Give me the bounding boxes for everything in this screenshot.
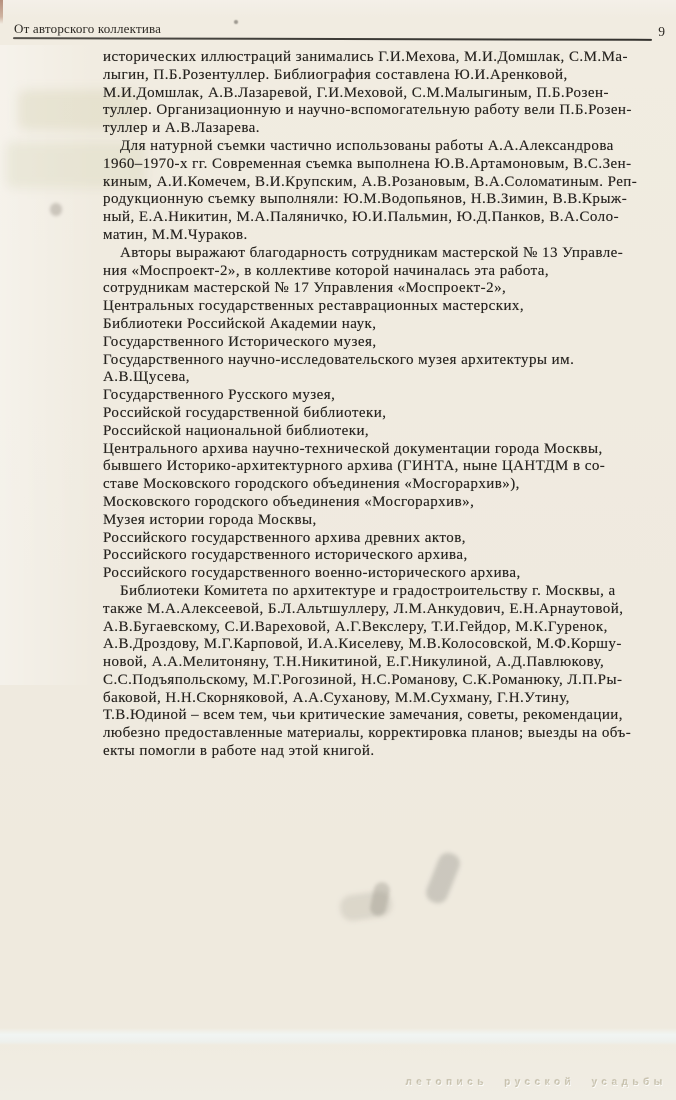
text-line: Центрального архива научно-технической документации города Москвы, <box>103 440 603 457</box>
text-line: Т.В.Юдиной – всем тем, чьи критические замечания, советы, рекомендации, <box>103 707 623 724</box>
text-line: А.В.Дроздову, М.Г.Карповой, И.А.Киселеву, М.В.Колосовской, М.Ф.Коршу- <box>103 636 622 653</box>
text-line: Музея истории города Москвы, <box>103 511 317 528</box>
body-text <box>103 49 663 761</box>
paper-shading-left <box>0 45 96 685</box>
text-line: А.В.Бугаевскому, С.И.Вареховой, А.Г.Векслеру, Т.И.Гейдор, М.К.Гуренок, <box>103 618 608 635</box>
paper-smudge <box>423 850 463 906</box>
text-line: Государственного Русского музея, <box>103 387 336 404</box>
text-line: С.С.Подъяпольскому, М.Г.Рогозиной, Н.С.Романову, С.К.Романюку, Л.П.Ры- <box>103 671 623 688</box>
paper-shading-top <box>0 0 676 18</box>
text-line: ставе Московского городского объединения «Мосгорархив»), <box>103 476 520 493</box>
paper-speck <box>234 20 238 24</box>
header-rule <box>13 37 652 41</box>
scan-edge-artifact <box>0 0 3 24</box>
text-line: туллер и А.В.Лазарева. <box>103 120 260 137</box>
text-line: туллер. Организационную и научно-вспомогательную работу вели П.Б.Розен- <box>103 102 632 119</box>
text-line: 1960–1970-х гг. Современная съемка выполнена Ю.В.Артамоновым, В.С.Зен- <box>103 155 632 172</box>
text-line: Авторы выражают благодарность сотрудникам мастерской № 13 Управле- <box>120 244 624 261</box>
text-line: Московского городского объединения «Мосгорархив», <box>103 493 475 510</box>
scan-light-band <box>0 1028 676 1045</box>
text-line: М.И.Домшлак, А.В.Лазаревой, Г.И.Меховой, С.М.Малыгиным, П.Б.Розен- <box>103 84 609 101</box>
page-number: 9 <box>658 24 665 39</box>
text-line: лыгин, П.Б.Розентуллер. Библиография составлена Ю.И.Аренковой, <box>103 66 568 83</box>
text-line: екты помогли в работе над этой книгой. <box>103 743 375 760</box>
text-line: сотрудникам мастерской № 17 Управления «Моспроект-2», <box>103 280 507 297</box>
text-line: матин, М.М.Чураков. <box>103 226 248 243</box>
text-line: А.В.Щусева, <box>103 369 190 386</box>
embossed-watermark: летопись русской усадьбы <box>405 1077 667 1088</box>
text-line: новой, А.А.Мелитоняну, Т.Н.Никитиной, Е.Г.Никулиной, А.Д.Павлюкову, <box>103 654 605 671</box>
text-line: киным, А.И.Комечем, В.И.Крупским, А.В.Розановым, В.А.Соломатиным. Реп- <box>103 173 638 190</box>
text-line: бывшего Историко-архитектурного архива (ГИНТА, ныне ЦАНТДМ в со- <box>103 458 606 475</box>
text-line: Российской национальной библиотеки, <box>103 422 370 439</box>
running-title: От авторского коллектива <box>14 21 162 36</box>
text-line: Для натурной съемки частично использованы работы А.А.Александрова <box>120 137 614 154</box>
text-line: Российского государственного военно-исторического архива, <box>103 565 521 582</box>
text-line: Государственного научно-исследовательского музея архитектуры им. <box>103 351 575 368</box>
text-line: Библиотеки Комитета по архитектуре и градостроительству г. Москвы, а <box>120 582 616 599</box>
text-line: Российского государственного исторического архива, <box>103 547 468 564</box>
text-line: исторических иллюстраций занимались Г.И.Мехова, М.И.Домшлак, С.М.Ма- <box>103 49 628 65</box>
paper-speck <box>50 203 62 216</box>
text-line: ный, Е.А.Никитин, М.А.Паляничко, Ю.И.Пальмин, Ю.Д.Панков, В.А.Соло- <box>103 209 620 226</box>
text-line: родукционную съемку выполняли: Ю.М.Водопьянов, Н.В.Зимин, В.В.Крыж- <box>103 191 628 208</box>
text-line: Российской государственной библиотеки, <box>103 404 387 421</box>
text-line: Центральных государственных реставрационных мастерских, <box>103 298 525 315</box>
text-line: Библиотеки Российской Академии наук, <box>103 315 377 332</box>
text-line: ния «Моспроект-2», в коллективе которой начиналась эта работа, <box>103 262 550 279</box>
text-line: баковой, Н.Н.Скорняковой, А.А.Суханову, М.М.Сухману, Г.Н.Утину, <box>103 689 570 706</box>
text-line: любезно предоставленные материалы, корректировка планов; выезды на объ- <box>103 725 632 742</box>
text-line: Российского государственного архива древних актов, <box>103 529 466 546</box>
text-line: Государственного Исторического музея, <box>103 333 377 350</box>
text-line: также М.А.Алексеевой, Б.Л.Альтшуллеру, Л.М.Анкудович, Е.Н.Арнаутовой, <box>103 600 624 617</box>
